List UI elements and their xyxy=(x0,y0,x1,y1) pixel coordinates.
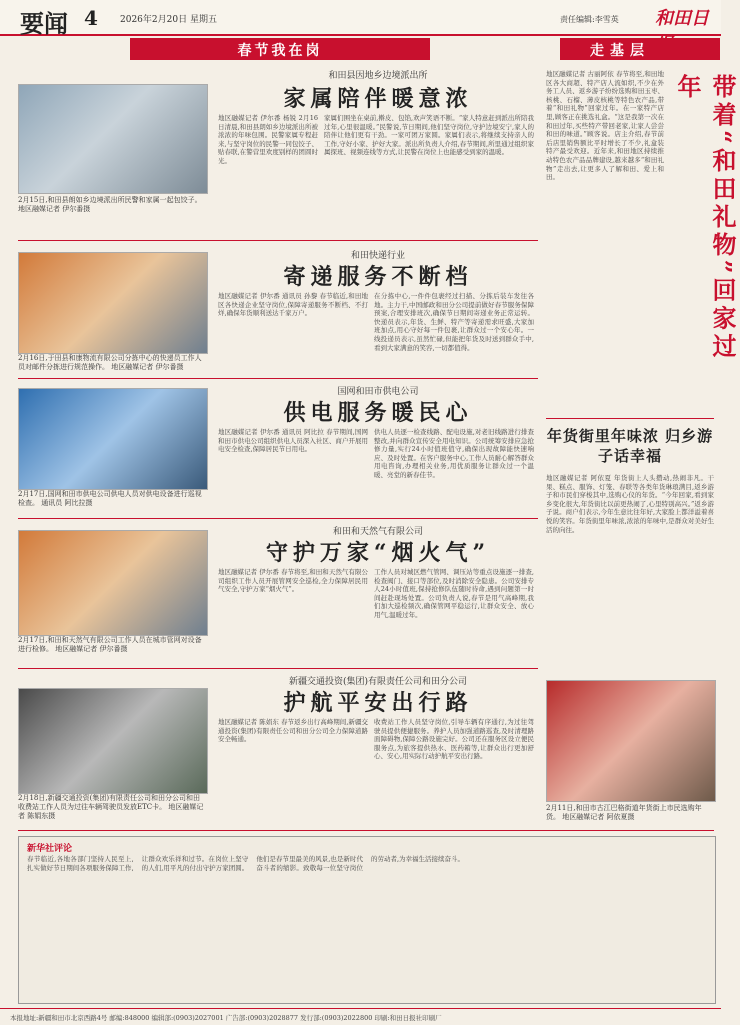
article-photo xyxy=(18,252,208,354)
page-footer xyxy=(0,1008,721,1025)
article-photo xyxy=(18,530,208,636)
article-body: 在分拣中心,一件件包裹经过扫描、分拣后装车发往各地。主力干,中国邮政和田分公司提前做好春节服务保障预案,合理安排班次,确保节日期间寄递业务正常运转。快递员表示,年货、生鲜、特产等寄递需求旺盛,大家加班加点,用心守好每一件包裹,让群众过一个安心年。一线投递员表示,虽然忙碌,但能把年货及时送到群众手中,看到大家满意的笑容,一切都值得。 xyxy=(374,292,534,352)
banner-text: 春节我在岗 xyxy=(237,43,323,59)
byline: 地区融媒记者 伊尔番 通讯员 阿比拉 xyxy=(218,428,324,436)
article-body: 家属们围坐在桌前,擀皮、包馅,欢声笑语不断。“家人特意赶到派出所陪我过年,心里很温暖。”民警说,节日期间,他们坚守岗位,守护边境安宁,家人的陪伴让他们更有干劲。一家可团万家圆。家属们表示,将继续支持亲人的工作,守好小家、护好大家。派出所负责人介绍,春节期间,所里通过组织家属探班、视频连线等方式,让民警在岗位上也能感受到家的温暖。 xyxy=(324,114,534,157)
article-5 xyxy=(18,674,538,824)
side-text: 春节将至,和田地区各大商超、特产店人流如织,不少在外务工人员、返乡游子纷纷选购和田玉枣、核桃、石榴、薄皮核桃等特色农产品,带着“和田礼物”回家过年。在一家特产店里,顾客正在挑选礼盒。“这是我第一次在和田过年,买些特产带回老家,让家人尝尝和田的味道。”顾客说。店主介绍,春节前后店里销售额比平时增长了不少,礼盒装特产最受欢迎。近年来,和田地区持续推动特色农产品品牌建设,越来越多“和田礼物”走出去,让更多人了解和田、爱上和田。 xyxy=(546,70,664,182)
photo-caption: 2月17日,国网和田市供电公司供电人员对供电设备进行巡视检查。 通讯员 阿比拉摄 xyxy=(18,490,202,507)
article-headline: 护航平安出行路 xyxy=(283,690,473,716)
issue-date: 2026年2月20日 星期五 xyxy=(120,15,217,25)
side-story-2 xyxy=(546,424,714,824)
article-headline: 供电服务暖民心 xyxy=(283,400,473,426)
article-body: 收费站工作人员坚守岗位,引导车辆有序通行,为过往驾驶员提供便捷服务。养护人员加强道路巡查,及时清理路面障碍物,保障公路设施完好。公司还在服务区设立便民服务点,为旅客提供热水、医药箱等,让群众出行更加舒心、安心,用实际行动护航平安出行路。 xyxy=(374,718,534,761)
article-byline-lead xyxy=(218,428,368,510)
photo-caption: 2月16日,于田县和康物流有限公司分拣中心的快递员工作人员对邮件分拣进行规范操作。 地区融媒记者 伊尔番摄 xyxy=(18,354,202,371)
article-body: 工作人员对城区燃气管网、调压站等重点设施逐一排查,检查阀门、接口等部位,及时消除安全隐患。公司安排专人24小时值班,保持抢修队伍随时待命,遇到问题第一时间赶赴现场处置。公司负责人说,春节是用气高峰期,我们加大巡检频次,确保管网平稳运行,让群众安全、放心用气,温暖过年。 xyxy=(374,568,534,619)
byline: 地区融媒记者 陈娟东 xyxy=(218,718,279,726)
article-photo xyxy=(18,388,208,490)
side-story-1 xyxy=(546,64,737,414)
photo-caption: 2月17日,和田和天然气有限公司工作人员在城市管网对设备进行检修。 地区融媒记者 伊尔番摄 xyxy=(18,636,202,653)
side-banner xyxy=(560,38,720,60)
byline: 地区融媒记者 古丽阿依 xyxy=(546,70,614,78)
side-body xyxy=(546,70,664,410)
editor-credit: 责任编辑:李雪英 xyxy=(560,15,619,24)
article-kicker: 和田县因地乡边境派出所 xyxy=(328,71,428,81)
divider xyxy=(18,830,714,831)
photo-caption: 2月15日,和田县朗如乡边境派出所民警和家属一起包饺子。 地区融媒记者 伊尔番摄 xyxy=(18,196,202,213)
byline: 地区融媒记者 伊尔番 通讯员 孙黎 xyxy=(218,292,318,300)
divider xyxy=(18,378,538,379)
article-photo xyxy=(18,688,208,794)
article-3 xyxy=(18,384,538,514)
byline: 地区融媒记者 阿依夏 xyxy=(546,474,612,482)
section-title: 要闻 xyxy=(20,9,68,38)
side-photo-caption: 2月11日,和田市古江巴格街道年货街上市民选购年货。 地区融媒记者 阿依夏摄 xyxy=(546,804,702,821)
bottom-commentary xyxy=(18,836,716,1004)
divider xyxy=(18,668,538,669)
article-headline: 守护万家“烟火气” xyxy=(265,540,491,566)
lead: 春节期间,国网和田市供电公司组织供电人员深入社区、商户开展用电安全检查,保障居民节日用电。 xyxy=(218,428,368,454)
article-kicker: 和田和天然气有限公司 xyxy=(332,527,423,537)
article-headline: 寄递服务不断档 xyxy=(283,264,473,290)
lead: 春节返乡出行高峰期间,新疆交通投资(集团)有限责任公司和田分公司全力保障道路安全畅通。 xyxy=(218,718,368,744)
newspaper-logo: 和田日 xyxy=(655,8,709,29)
divider xyxy=(18,518,538,519)
banner-side-text: 走基层 xyxy=(590,43,650,59)
commentary-title: 新华社评论 xyxy=(27,844,73,854)
article-1 xyxy=(18,66,538,236)
article-body: 供电人员逐一检查线路、配电设施,对老旧线路进行排查整改,并向群众宣传安全用电知识。公司统筹安排应急抢修力量,实行24小时值班值守,确保出现故障能快速响应、及时处置。在客户服务中心,工作人员耐心解答群众用电咨询,办理相关业务,用优质服务让群众过一个温暖、亮堂的新春佳节。 xyxy=(374,428,534,479)
lead: 春节将至,和田和天然气有限公司组织工作人员开展管网安全巡检,全力保障居民用气安全,守护万家“烟火气”。 xyxy=(218,568,368,594)
article-2 xyxy=(18,246,538,376)
article-byline-lead xyxy=(218,718,368,818)
side-photo xyxy=(546,680,716,802)
side-headline: 年货街里年味浓 归乡游子话幸福 xyxy=(546,427,714,465)
page-header xyxy=(0,0,721,36)
article-kicker: 国网和田市供电公司 xyxy=(337,387,419,397)
lead: 2月16日清晨,和田县朗如乡边境派出所被浓浓的年味包围。民警家属专程赶来,与坚守岗位的民警一同包饺子、贴春联,在警营里欢度别样的团圆时光。 xyxy=(218,114,318,165)
section-banner xyxy=(130,38,430,60)
article-headline: 家属陪伴暖意浓 xyxy=(283,86,473,112)
commentary-body: 春节临近,各地各部门坚持人民至上,扎实做好节日期间各项服务保障工作,让群众欢乐祥和过节。在岗位上坚守的人们,用平凡的付出守护万家团圆。他们是春节里最美的风景,也是新时代奋斗者的缩影。致敬每一位坚守岗位的劳动者,为幸福生活接续奋斗。 xyxy=(27,855,465,872)
side-body xyxy=(546,474,714,674)
article-4 xyxy=(18,524,538,664)
page-number: 4 xyxy=(84,6,98,30)
article-kicker: 新疆交通投资(集团)有限责任公司和田分公司 xyxy=(288,677,468,687)
divider xyxy=(546,418,714,419)
divider xyxy=(18,240,538,241)
byline: 地区融媒记者 伊尔番 杨锐 xyxy=(218,114,297,122)
article-byline-lead xyxy=(218,568,368,660)
side-headline: 带着“和田礼物”回家过年 xyxy=(673,74,737,362)
footer-text: 本报地址:新疆和田市北京西路4号 邮编:848000 编辑部:(0903)2027001 广告部:(0903)2028877 发行部:(0903)2022800 印刷:和田日报社印刷厂 xyxy=(10,1014,442,1022)
article-byline-lead xyxy=(218,292,368,372)
article-byline-lead xyxy=(218,114,318,224)
article-photo xyxy=(18,84,208,194)
photo-caption: 2月18日,新疆交通投资(集团)有限责任公司和田分公司和田收费站工作人员为过往车辆驾驶员发放ETC卡。 地区融媒记者 陈娟东摄 xyxy=(18,794,204,820)
article-kicker: 和田快递行业 xyxy=(350,251,405,261)
byline: 地区融媒记者 伊尔番 xyxy=(218,568,279,576)
lead: 春节临近,和田地区各快递企业坚守岗位,保障寄递服务不断档、不打烊,确保年货顺利送达千家万户。 xyxy=(218,292,368,318)
side-text: 年货街上人头攒动,热闹非凡。干果、糕点、服饰、灯笼、春联等各类年货琳琅满目,返乡游子和市民们穿梭其中,选购心仪的年货。“今年回家,看到家乡变化很大,年货街比以前更热闹了,心里特别高兴。”返乡游子说。商户们表示,今年生意比往年好,大家脸上都洋溢着喜悦的笑容。年货街里年味浓,浓浓的年味中,是群众对美好生活的向往。 xyxy=(546,474,714,534)
